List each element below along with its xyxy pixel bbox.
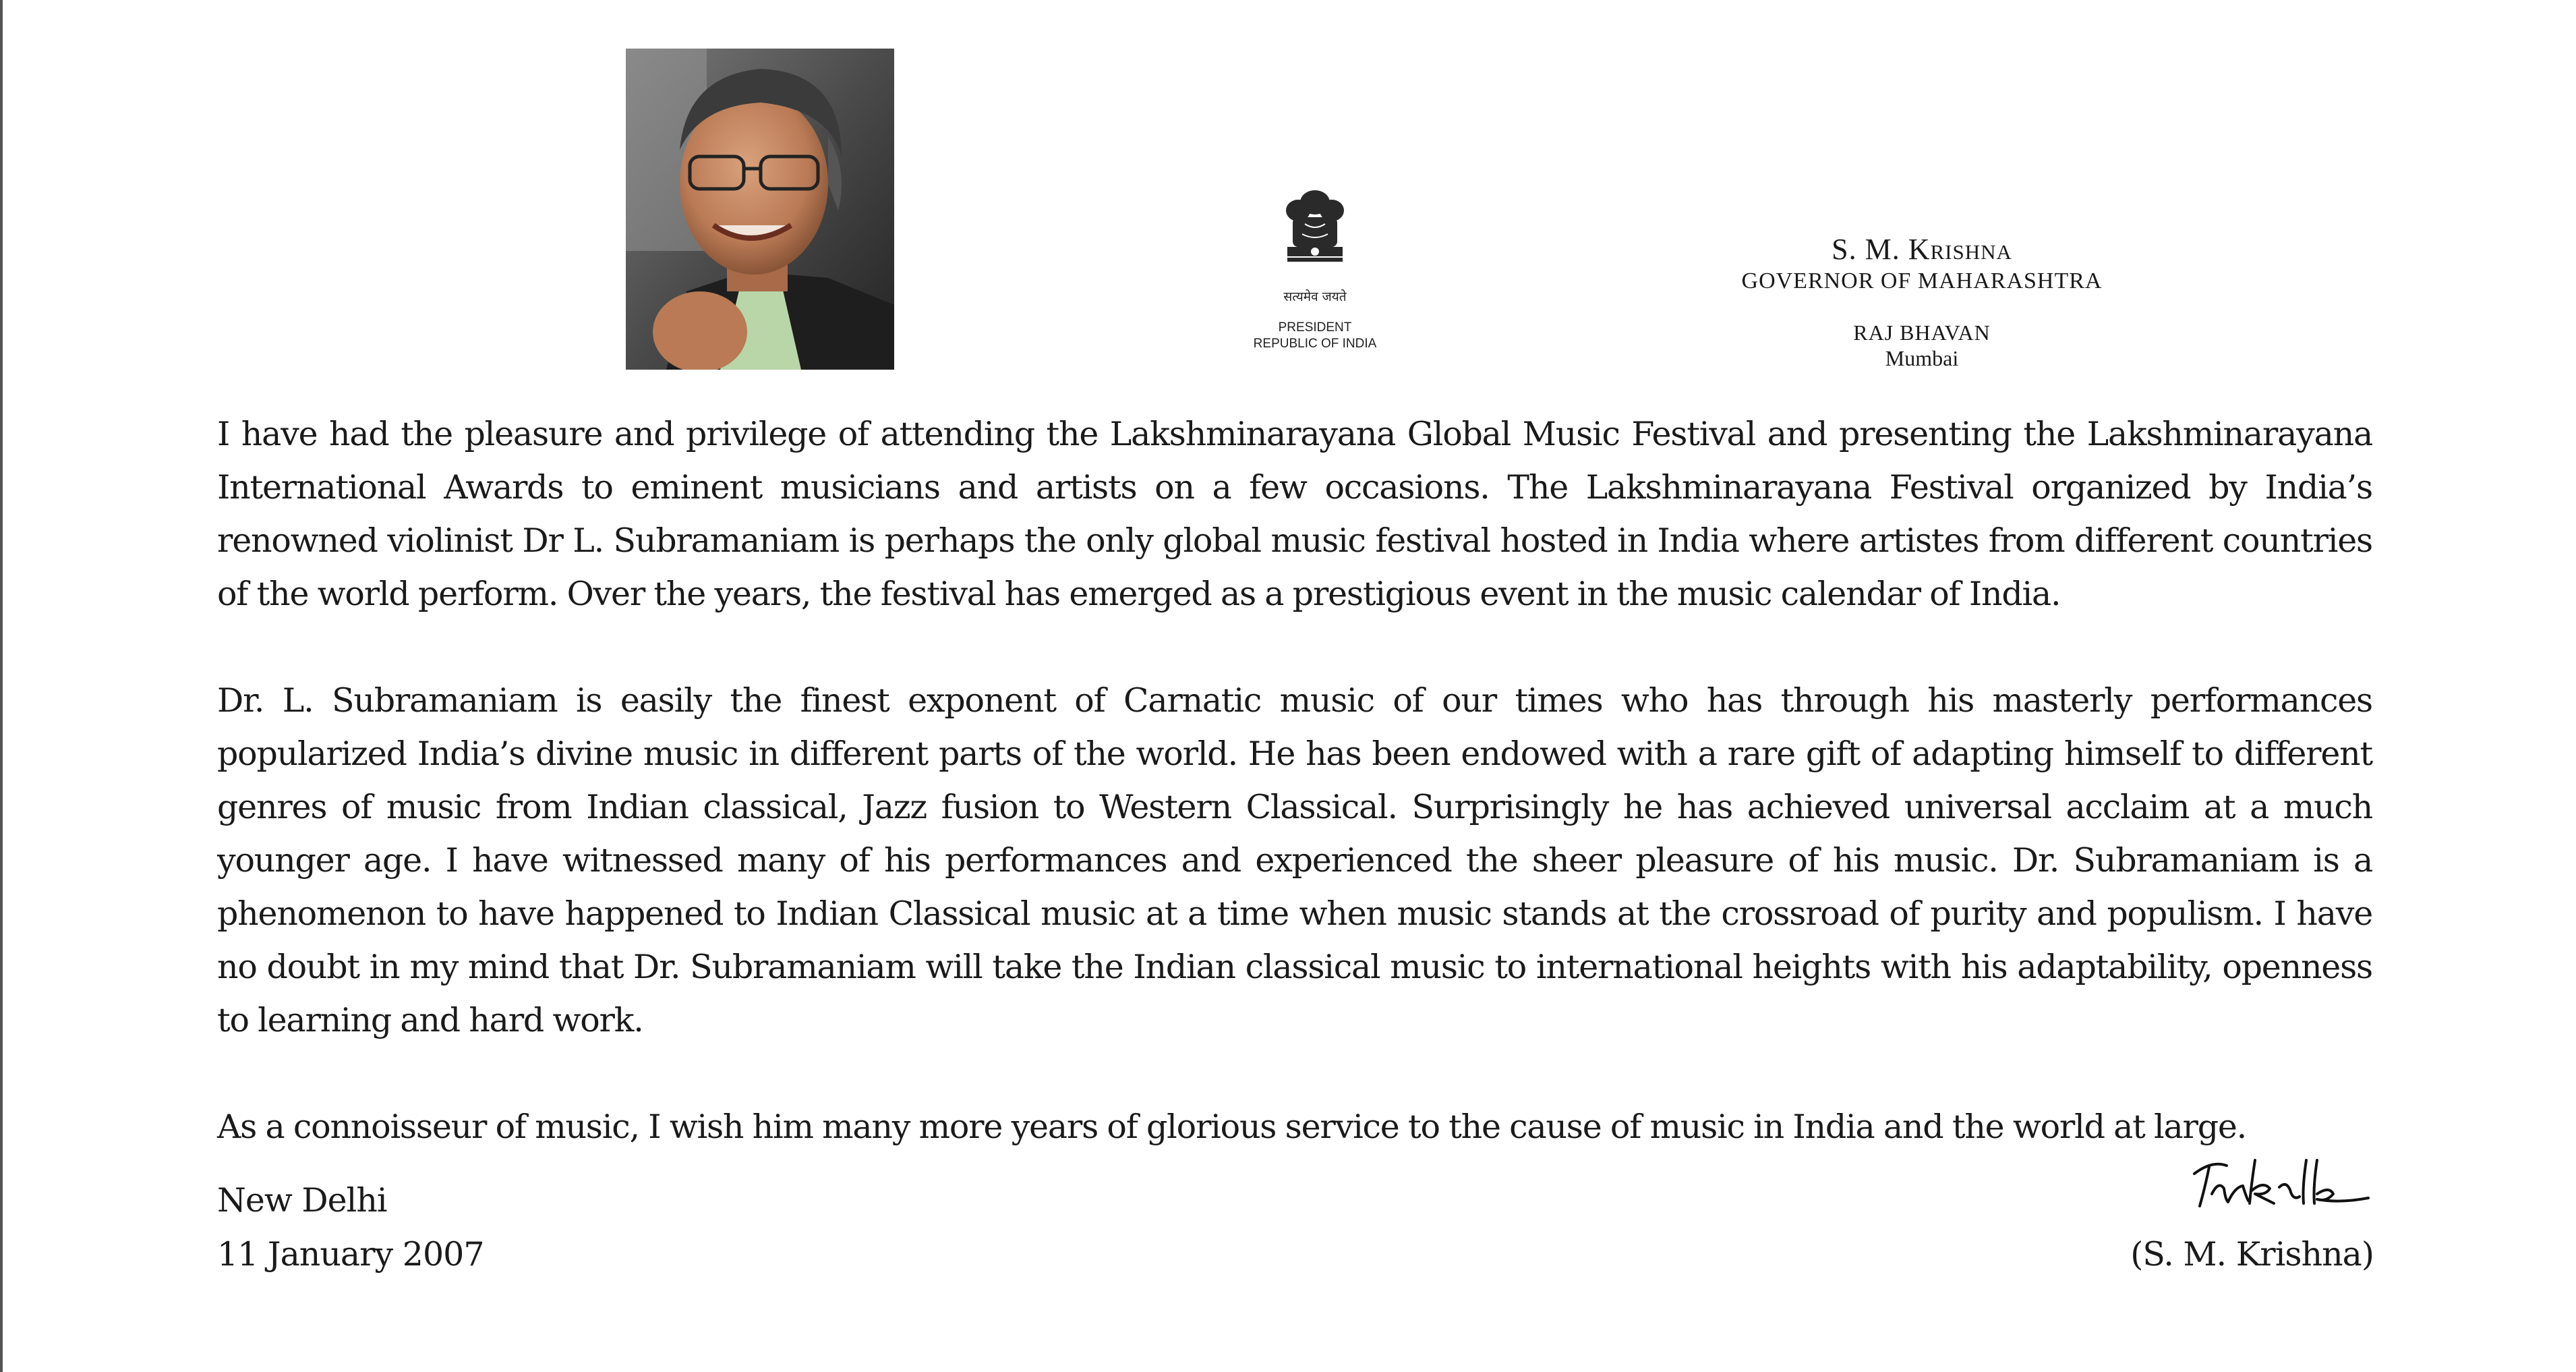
portrait-photo — [626, 49, 894, 370]
emblem-office-line1: PRESIDENT — [1278, 320, 1352, 335]
signer-name: (S. M. Krishna) — [2130, 1235, 2374, 1274]
body-paragraph-3: As a connoisseur of music, I wish him many more years of glorious service to the cause of music in India and the world at large. — [217, 1108, 2247, 1146]
emblem-motto: सत्यमेव जयते — [1283, 289, 1347, 304]
letterhead — [1726, 232, 2117, 371]
letterhead-name: S. M. Krishna — [1832, 233, 2012, 266]
place-date — [217, 1174, 484, 1282]
closing-date: 11 January 2007 — [217, 1235, 484, 1274]
handwritten-signature — [2185, 1147, 2374, 1221]
body-paragraph-2: Dr. L. Subramaniam is easily the finest exponent of Carnatic music of our times who has through his masterly performances popularized India’s divine music in different parts of the world. He has been endowed with a rare gift of adapting himself to different genres of music from Indian classical, Jazz fusion to Western Classical. Surprisingly he has achieved universal acclaim at a much younger age. I have witnessed many of his performances and experienced the sheer pleasure of his music. Dr. Subramaniam is a phenomenon to have happened to Indian Classical music at a time when music stands at the crossroad of purity and populism. I have no doubt in my mind that Dr. Subramaniam will take the Indian classical music to international heights with his adaptability, openness to learning and hard work. — [217, 681, 2372, 1039]
emblem-block — [1227, 183, 1403, 352]
letterhead-city: Mumbai — [1885, 346, 1959, 370]
closing-place: New Delhi — [217, 1181, 387, 1220]
emblem-office — [1227, 320, 1403, 352]
letter-body — [217, 407, 2372, 1153]
body-paragraph-1: I have had the pleasure and privilege of attending the Lakshminarayana Global Music Festival and presenting the Lakshminarayana International Awards to eminent musicians and artists on a few occasions. The Lakshminarayana Festival organized by India’s renowned violinist Dr L. Subramaniam is perhaps the only global music festival hosted in India where artistes from different countries of the world perform. Over the years, the festival has emerged as a prestigious event in the music calendar of India. — [217, 415, 2372, 613]
national-emblem-icon — [1278, 183, 1352, 285]
letterhead-residence: RAJ BHAVAN — [1853, 320, 1991, 345]
left-border — [0, 0, 3, 1372]
portrait-image — [626, 49, 894, 370]
letterhead-title: GOVERNOR OF MAHARASHTRA — [1741, 268, 2103, 293]
emblem-office-line2: REPUBLIC OF INDIA — [1253, 337, 1377, 351]
